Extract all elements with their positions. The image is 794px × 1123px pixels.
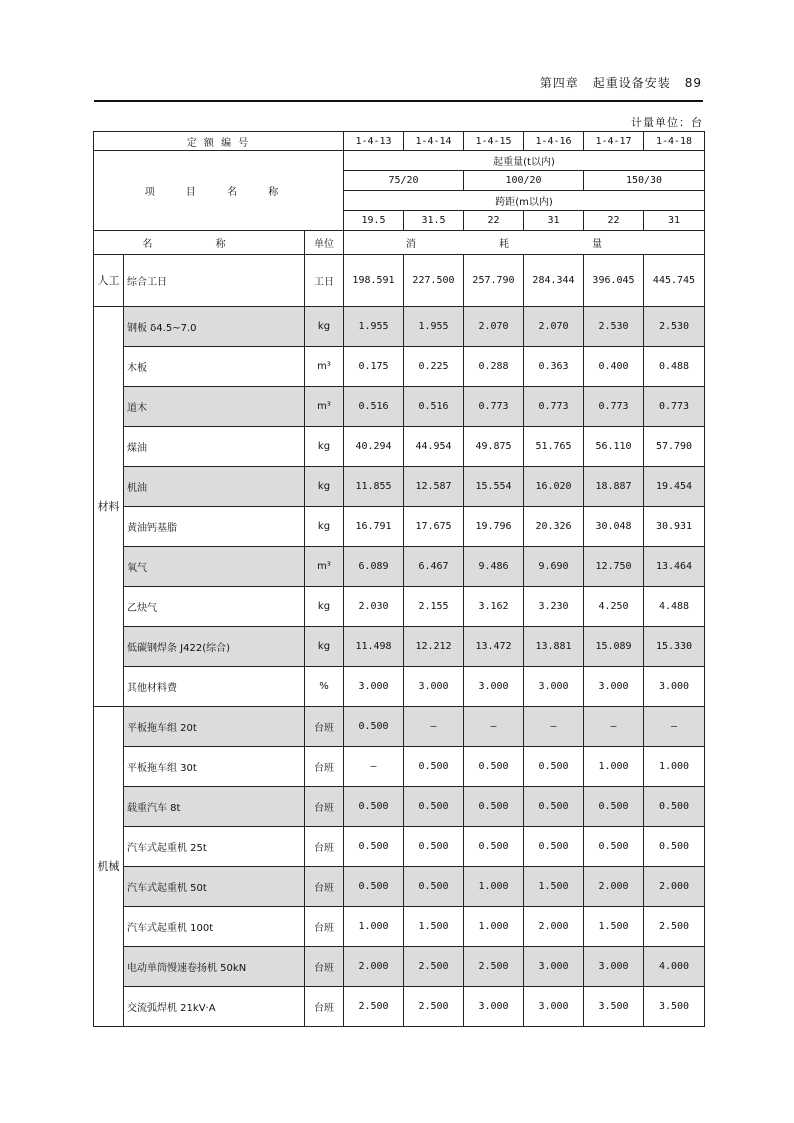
value-cell: 51.765: [524, 427, 584, 467]
value-cell: 0.500: [464, 787, 524, 827]
item-unit: 台班: [305, 907, 344, 947]
value-cell: 396.045: [584, 255, 644, 307]
quota-code: 1-4-17: [584, 132, 644, 151]
item-name: 汽车式起重机 100t: [124, 907, 305, 947]
value-cell: 2.000: [524, 907, 584, 947]
table-row: [94, 255, 705, 307]
table-row: [94, 827, 705, 867]
value-cell: 0.400: [584, 347, 644, 387]
item-name: 低碳钢焊条 J422(综合): [124, 627, 305, 667]
table-row: [94, 907, 705, 947]
item-name: 氧气: [124, 547, 305, 587]
value-cell: 16.020: [524, 467, 584, 507]
quota-code-row: [94, 132, 705, 151]
value-cell: 2.070: [464, 307, 524, 347]
value-cell: 3.000: [584, 947, 644, 987]
item-name: 交流弧焊机 21kV·A: [124, 987, 305, 1027]
capacity-value: 150/30: [584, 171, 705, 191]
item-name-label: 项 目 名 称: [94, 151, 344, 231]
value-cell: 2.000: [644, 867, 705, 907]
value-cell: 0.500: [404, 867, 464, 907]
item-unit: 台班: [305, 747, 344, 787]
value-cell: 284.344: [524, 255, 584, 307]
value-cell: 4.000: [644, 947, 705, 987]
page-number: 89: [684, 76, 702, 90]
value-cell: 17.675: [404, 507, 464, 547]
item-unit: kg: [305, 627, 344, 667]
quota-code: 1-4-15: [464, 132, 524, 151]
lift-capacity-label-row: [94, 151, 705, 171]
value-cell: 0.516: [404, 387, 464, 427]
value-cell: 30.048: [584, 507, 644, 547]
value-cell: 0.500: [644, 827, 705, 867]
capacity-value: 100/20: [464, 171, 584, 191]
value-cell: 16.791: [344, 507, 404, 547]
value-cell: 2.530: [644, 307, 705, 347]
table-row: [94, 387, 705, 427]
item-name: 黄油钙基脂: [124, 507, 305, 547]
value-cell: 0.500: [464, 747, 524, 787]
span-value: 31: [644, 211, 705, 231]
table-row: [94, 867, 705, 907]
value-cell: 1.500: [584, 907, 644, 947]
value-cell: 3.162: [464, 587, 524, 627]
value-cell: 4.488: [644, 587, 705, 627]
value-cell: 445.745: [644, 255, 705, 307]
value-cell: 0.500: [644, 787, 705, 827]
item-name: 机油: [124, 467, 305, 507]
page-header: [94, 74, 702, 100]
value-cell: 11.855: [344, 467, 404, 507]
value-cell: 49.875: [464, 427, 524, 467]
item-name: 综合工日: [124, 255, 305, 307]
span-value: 19.5: [344, 211, 404, 231]
quota-code: 1-4-13: [344, 132, 404, 151]
value-cell: 2.500: [404, 947, 464, 987]
value-cell: 3.000: [524, 947, 584, 987]
value-cell: 1.000: [584, 747, 644, 787]
value-cell: 257.790: [464, 255, 524, 307]
item-unit: kg: [305, 507, 344, 547]
value-cell: 44.954: [404, 427, 464, 467]
capacity-value: 75/20: [344, 171, 464, 191]
value-cell: 0.773: [464, 387, 524, 427]
span-value: 31: [524, 211, 584, 231]
value-cell: 0.500: [584, 787, 644, 827]
item-unit: 台班: [305, 867, 344, 907]
value-cell: 0.500: [404, 747, 464, 787]
value-cell: 13.881: [524, 627, 584, 667]
value-cell: 20.326: [524, 507, 584, 547]
value-cell: 12.587: [404, 467, 464, 507]
value-cell: 15.330: [644, 627, 705, 667]
item-name: 汽车式起重机 50t: [124, 867, 305, 907]
item-name: 平板拖车组 20t: [124, 707, 305, 747]
value-cell: 2.500: [404, 987, 464, 1027]
quota-label: 定 额 编 号: [94, 132, 344, 151]
value-cell: 1.000: [464, 907, 524, 947]
value-cell: 3.000: [464, 667, 524, 707]
value-cell: 1.000: [644, 747, 705, 787]
value-cell: 227.500: [404, 255, 464, 307]
value-cell: 0.500: [344, 827, 404, 867]
table-row: [94, 467, 705, 507]
value-cell: —: [524, 707, 584, 747]
item-name: 煤油: [124, 427, 305, 467]
value-cell: 3.000: [404, 667, 464, 707]
quota-table: [93, 131, 705, 1027]
value-cell: 3.000: [584, 667, 644, 707]
value-cell: 2.000: [584, 867, 644, 907]
item-unit: kg: [305, 427, 344, 467]
item-name: 其他材料费: [124, 667, 305, 707]
value-cell: 0.500: [344, 707, 404, 747]
value-cell: 13.472: [464, 627, 524, 667]
quota-code: 1-4-18: [644, 132, 705, 151]
value-cell: 2.030: [344, 587, 404, 627]
value-cell: —: [584, 707, 644, 747]
value-cell: 3.000: [464, 987, 524, 1027]
quota-code: 1-4-16: [524, 132, 584, 151]
table-row: [94, 507, 705, 547]
item-unit: m³: [305, 547, 344, 587]
column-header-row: [94, 231, 705, 255]
category-cell: 机械: [94, 707, 124, 1027]
item-unit: kg: [305, 467, 344, 507]
value-cell: 13.464: [644, 547, 705, 587]
item-unit: 台班: [305, 707, 344, 747]
item-name: 电动单筒慢速卷扬机 50kN: [124, 947, 305, 987]
value-cell: 6.467: [404, 547, 464, 587]
value-cell: 198.591: [344, 255, 404, 307]
value-cell: 1.500: [404, 907, 464, 947]
col-unit-label: 单位: [305, 231, 344, 255]
item-unit: m³: [305, 347, 344, 387]
item-name: 载重汽车 8t: [124, 787, 305, 827]
header-rule: [94, 100, 703, 102]
table-row: [94, 547, 705, 587]
value-cell: 0.500: [524, 747, 584, 787]
value-cell: 0.500: [584, 827, 644, 867]
unit-note: 计量单位：台: [631, 116, 703, 129]
item-unit: 台班: [305, 987, 344, 1027]
value-cell: 0.500: [524, 787, 584, 827]
table-row: [94, 587, 705, 627]
category-cell: 材料: [94, 307, 124, 707]
table-row: [94, 947, 705, 987]
value-cell: 56.110: [584, 427, 644, 467]
col-consumption-label: 消 耗 量: [344, 231, 705, 255]
value-cell: 19.454: [644, 467, 705, 507]
value-cell: 9.486: [464, 547, 524, 587]
value-cell: 12.750: [584, 547, 644, 587]
value-cell: 3.000: [524, 987, 584, 1027]
value-cell: 30.931: [644, 507, 705, 547]
value-cell: 3.500: [584, 987, 644, 1027]
value-cell: 0.488: [644, 347, 705, 387]
value-cell: —: [644, 707, 705, 747]
value-cell: 2.000: [344, 947, 404, 987]
item-name: 道木: [124, 387, 305, 427]
value-cell: 18.887: [584, 467, 644, 507]
value-cell: 2.070: [524, 307, 584, 347]
item-unit: kg: [305, 587, 344, 627]
item-unit: 台班: [305, 827, 344, 867]
value-cell: 1.000: [344, 907, 404, 947]
item-unit: kg: [305, 307, 344, 347]
chapter-title: 起重设备安装: [592, 76, 671, 90]
value-cell: 6.089: [344, 547, 404, 587]
value-cell: 0.516: [344, 387, 404, 427]
item-unit: 台班: [305, 947, 344, 987]
item-name: 钢板 δ4.5~7.0: [124, 307, 305, 347]
value-cell: 0.500: [524, 827, 584, 867]
span-label: 跨距(m以内): [344, 191, 705, 211]
value-cell: 3.500: [644, 987, 705, 1027]
value-cell: 1.000: [464, 867, 524, 907]
value-cell: 0.175: [344, 347, 404, 387]
span-value: 31.5: [404, 211, 464, 231]
category-cell: 人工: [94, 255, 124, 307]
value-cell: 3.000: [524, 667, 584, 707]
col-name-label: 名 称: [94, 231, 305, 255]
value-cell: 0.288: [464, 347, 524, 387]
item-unit: 台班: [305, 787, 344, 827]
value-cell: 3.000: [344, 667, 404, 707]
value-cell: —: [464, 707, 524, 747]
value-cell: 0.500: [464, 827, 524, 867]
item-unit: %: [305, 667, 344, 707]
table-row: [94, 307, 705, 347]
value-cell: —: [404, 707, 464, 747]
value-cell: 15.089: [584, 627, 644, 667]
value-cell: 57.790: [644, 427, 705, 467]
value-cell: 9.690: [524, 547, 584, 587]
item-name: 木板: [124, 347, 305, 387]
value-cell: 1.955: [404, 307, 464, 347]
value-cell: 2.530: [584, 307, 644, 347]
value-cell: 19.796: [464, 507, 524, 547]
table-row: [94, 707, 705, 747]
item-name: 平板拖车组 30t: [124, 747, 305, 787]
value-cell: 15.554: [464, 467, 524, 507]
value-cell: 0.773: [524, 387, 584, 427]
value-cell: 1.955: [344, 307, 404, 347]
value-cell: 2.500: [464, 947, 524, 987]
value-cell: 0.500: [404, 787, 464, 827]
value-cell: 3.000: [644, 667, 705, 707]
table-row: [94, 427, 705, 467]
item-name: 乙炔气: [124, 587, 305, 627]
quota-code: 1-4-14: [404, 132, 464, 151]
value-cell: 0.773: [584, 387, 644, 427]
value-cell: 0.363: [524, 347, 584, 387]
chapter-heading: [526, 74, 702, 91]
value-cell: 12.212: [404, 627, 464, 667]
table-row: [94, 787, 705, 827]
span-value: 22: [584, 211, 644, 231]
table-row: [94, 987, 705, 1027]
table-row: [94, 667, 705, 707]
value-cell: 0.500: [344, 787, 404, 827]
value-cell: 40.294: [344, 427, 404, 467]
item-name: 汽车式起重机 25t: [124, 827, 305, 867]
value-cell: 2.500: [644, 907, 705, 947]
table-row: [94, 747, 705, 787]
value-cell: 4.250: [584, 587, 644, 627]
value-cell: 3.230: [524, 587, 584, 627]
item-unit: 工日: [305, 255, 344, 307]
value-cell: —: [344, 747, 404, 787]
table-row: [94, 627, 705, 667]
value-cell: 0.225: [404, 347, 464, 387]
value-cell: 11.498: [344, 627, 404, 667]
value-cell: 0.500: [344, 867, 404, 907]
chapter-number: 第四章: [539, 76, 579, 90]
value-cell: 2.500: [344, 987, 404, 1027]
value-cell: 1.500: [524, 867, 584, 907]
value-cell: 0.773: [644, 387, 705, 427]
value-cell: 0.500: [404, 827, 464, 867]
item-unit: m³: [305, 387, 344, 427]
value-cell: 2.155: [404, 587, 464, 627]
table-row: [94, 347, 705, 387]
lift-capacity-label: 起重量(t以内): [344, 151, 705, 171]
span-value: 22: [464, 211, 524, 231]
